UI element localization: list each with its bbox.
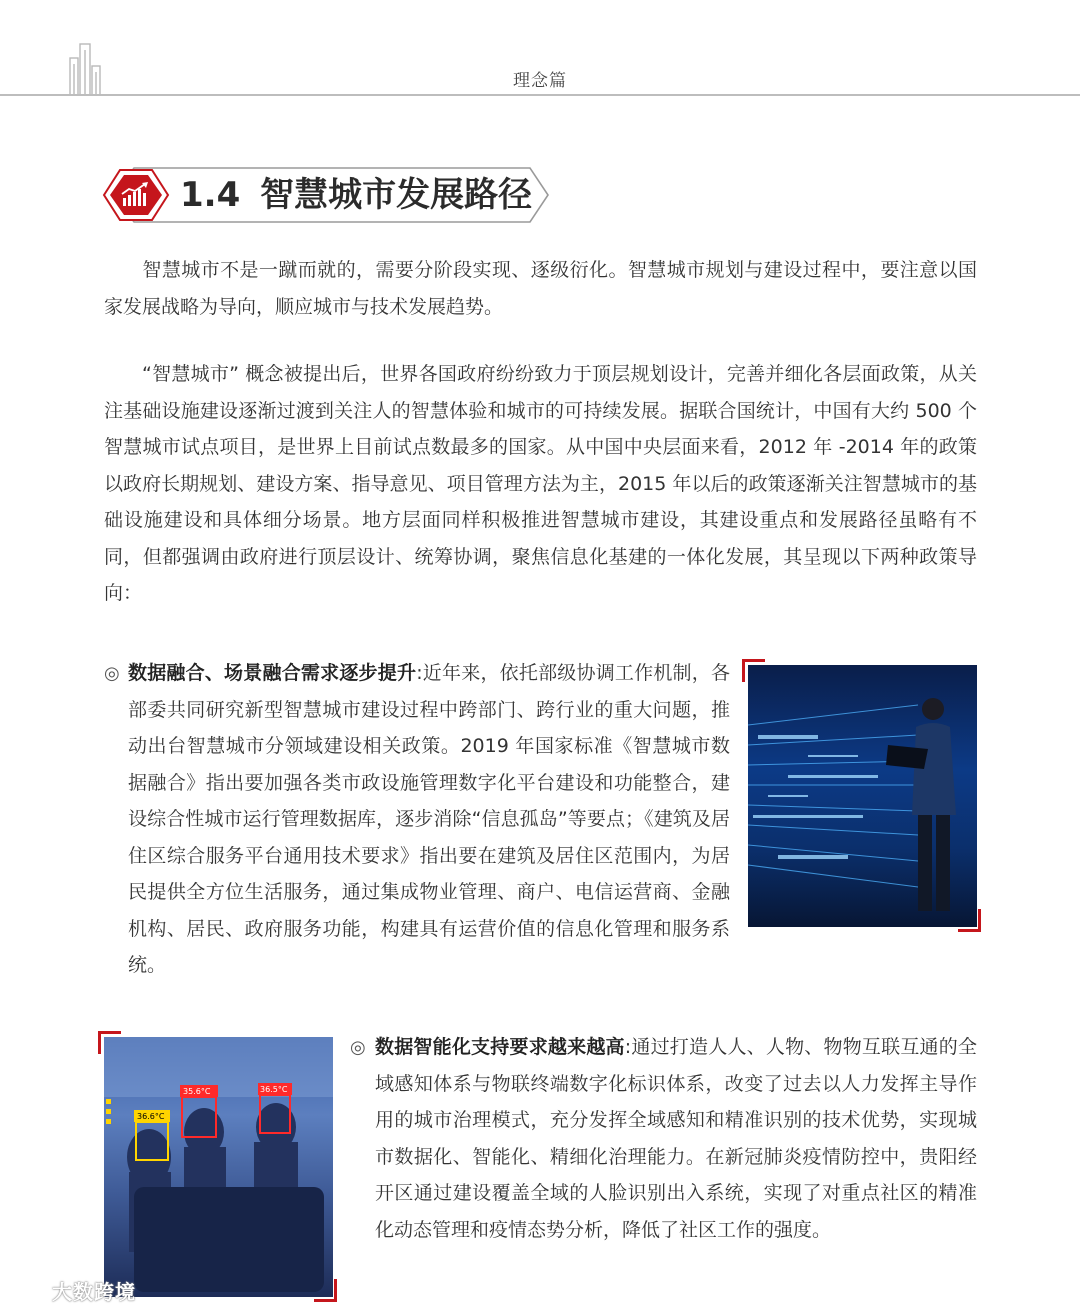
paragraph-intro-text: 智慧城市不是一蹴而就的，需要分阶段实现、逐级衍化。智慧城市规划与建设过程中，要注意以国家发展战略为导向，顺应城市与技术发展趋势。 xyxy=(104,259,977,318)
bullet-colon: : xyxy=(624,1036,632,1058)
bullet-symbol: ◎ xyxy=(104,663,120,684)
face-recognition-graphic xyxy=(104,1037,333,1297)
paragraph-policy-text: “智慧城市” 概念被提出后，世界各国政府纷纷致力于顶层规划设计，完善并细化各层面政策，从关注基础设施建设逐渐过渡到关注人的智慧体验和城市的可持续发展。据联合国统计，中国有大约 500 个智慧城市试点项目，是世界上目前试点数最多的国家。从中国中央层面来看，2012 年 -2014 年的政策以政府长期规划、建设方案、指导意见、项目管理方法为主，2015 年以后的政策逐渐关注智慧城市的基础设施建设和具体细分场景。地方层面同样积极推进智慧城市建设，其建设重点和发展路径虽略有不同，但都强调由政府进行顶层设计、统筹协调，聚焦信息化基建的一体化发展，其呈现以下两种政策导向： xyxy=(104,363,977,604)
image-corner-accent xyxy=(742,659,765,682)
bullet-data-intelligence xyxy=(375,1029,977,1248)
tech-scene-graphic xyxy=(748,665,977,927)
bullet-data-fusion xyxy=(128,655,730,984)
section-title xyxy=(180,170,532,220)
tech-person-laptop-image xyxy=(748,665,977,927)
temp-label: 36.5°C xyxy=(260,1085,288,1094)
bullet-text: 通过打造人人、人物、物物互联互通的全域感知体系与物联终端数字化标识体系，改变了过去以人力发挥主导作用的城市治理模式，充分发挥全域感知和精准识别的技术优势，实现城市数据化、智能化、精细化治理能力。在新冠肺炎疫情防控中，贵阳经开区通过建设覆盖全域的人脸识别出入系统，实现了对重点社区的精准化动态管理和疫情态势分析，降低了社区工作的强度。 xyxy=(375,1036,977,1241)
watermark-text: 大数跨境 xyxy=(52,1280,136,1304)
paragraph-policy xyxy=(104,356,977,612)
header-divider xyxy=(0,94,1080,96)
header-title: 理念篇 xyxy=(513,71,567,91)
section-title-text: 智慧城市发展路径 xyxy=(260,175,533,215)
section-number: 1.4 xyxy=(180,175,241,215)
bullet-text: 近年来，依托部级协调工作机制，各部委共同研究新型智慧城市建设过程中跨部门、跨行业的重大问题，推动出台智慧城市分领域建设相关政策。2019 年国家标准《智慧城市数据融合》指出要加强各类市政设施管理数字化平台建设和功能整合，建设综合性城市运行管理数据库，逐步消除“信息孤岛”等要点；《建筑及居住区综合服务平台通用技术要求》指出要在建筑及居住区范围内，为居民提供全方位生活服务，通过集成物业管理、商户、电信运营商、金融机构、居民、政府服务功能，构建具有运营价值的信息化管理和服务系统。 xyxy=(128,662,730,976)
bullet-lead: 数据融合、场景融合需求逐步提升 xyxy=(128,662,417,684)
bullet-symbol: ◎ xyxy=(350,1037,366,1058)
image-corner-accent xyxy=(958,909,981,932)
image-corner-accent xyxy=(314,1279,337,1302)
temp-label: 35.6°C xyxy=(183,1087,211,1096)
bullet-lead: 数据智能化支持要求越来越高 xyxy=(375,1036,625,1058)
watermark-logo-icon xyxy=(10,1278,52,1304)
paragraph-intro xyxy=(104,252,977,325)
image-corner-accent xyxy=(98,1031,121,1054)
chart-growth-icon xyxy=(115,180,155,210)
face-recognition-image xyxy=(104,1037,333,1297)
bullet-colon: : xyxy=(416,662,423,684)
temp-label: 36.6°C xyxy=(137,1112,165,1121)
